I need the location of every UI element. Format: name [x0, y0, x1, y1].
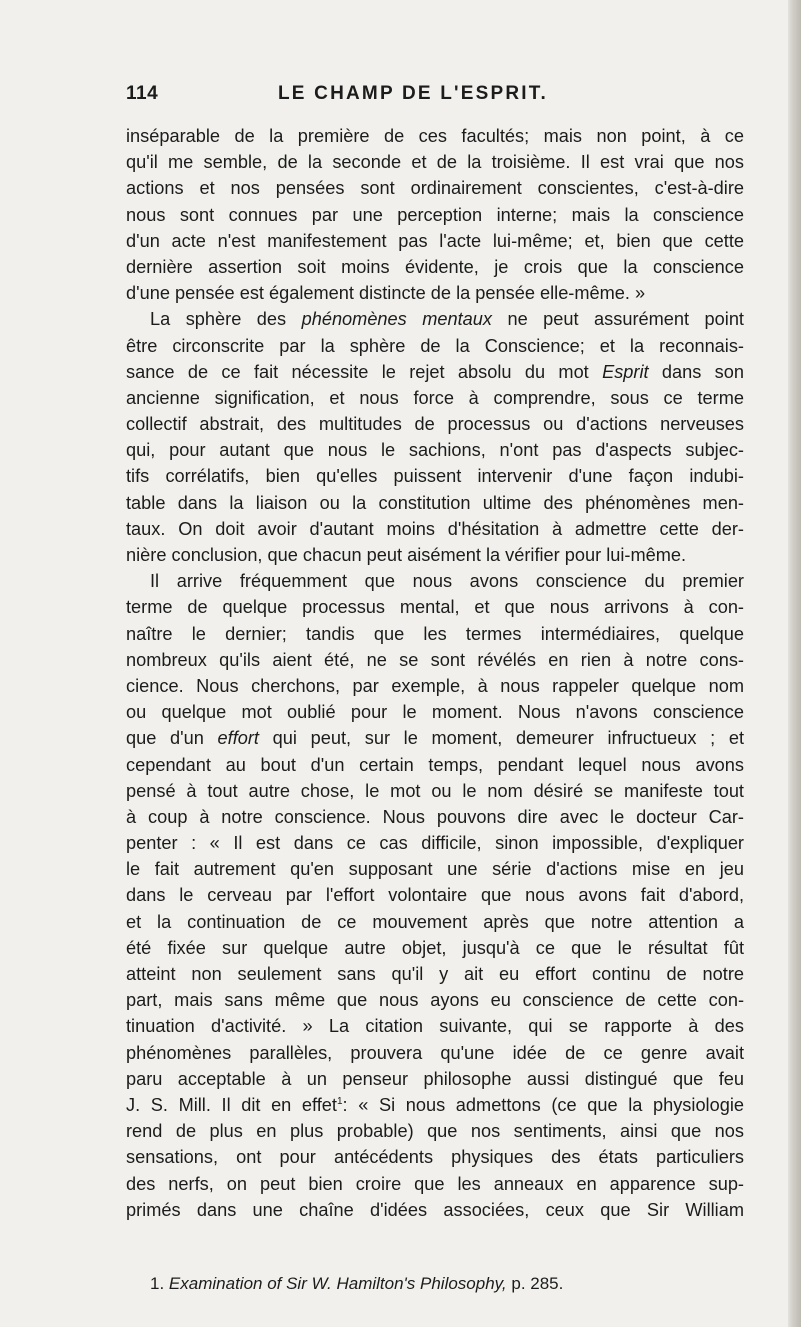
text-line: pensé à tout autre chose, le mot ou le nom désiré se manifeste tout	[126, 780, 744, 801]
text-line: tifs corrélatifs, bien qu'elles puissent intervenir d'une façon indubi-	[126, 466, 744, 487]
text-line: tinuation d'activité. » La citation suivante, qui se rapporte à des	[126, 1016, 744, 1037]
text-line: ancienne signification, et nous force à comprendre, sous ce terme	[126, 387, 744, 408]
text-line: dernière assertion soit moins évidente, je crois que la conscience	[126, 256, 744, 277]
body-text	[126, 123, 744, 1223]
text-line: cience. Nous cherchons, par exemple, à nous rappeler quelque nom	[126, 675, 744, 696]
text-line: nière conclusion, que chacun peut aisément la vérifier pour lui-même.	[126, 545, 687, 565]
footnote-title: Examination of Sir W. Hamilton's Philosophy,	[168, 1274, 507, 1293]
text-line: phénomènes parallèles, prouvera qu'une idée de ce genre avait	[126, 1042, 744, 1063]
running-title: LE CHAMP DE L'ESPRIT.	[278, 83, 548, 104]
text-line: actions et nos pensées sont ordinairement conscientes, c'est-à-dire	[126, 178, 744, 199]
text-line: naître le dernier; tandis que les termes intermédiaires, quelque	[126, 623, 744, 644]
text-line: collectif abstrait, des multitudes de processus ou d'actions nerveuses	[126, 414, 744, 435]
text-line: J. S. Mill. Il dit en effet$^1$: « Si nous admettons (ce que la physiologie	[126, 1094, 744, 1115]
text-line: qu'il me semble, de la seconde et de la troisième. Il est vrai que nos	[126, 152, 744, 173]
text-line: primés dans une chaîne d'idées associées, ceux que Sir William	[126, 1199, 744, 1220]
page-header	[126, 83, 744, 113]
italic-term: phénomènes mentaux	[301, 309, 492, 330]
text-line: d'un acte n'est manifestement pas l'acte lui-même; et, bien que cette	[126, 230, 744, 251]
italic-term: Esprit	[602, 361, 649, 382]
text-line: être circonscrite par la sphère de la Conscience; et la reconnais-	[126, 335, 744, 356]
text-line: rend de plus en plus probable) que nos sentiments, ainsi que nos	[126, 1121, 744, 1142]
text-line: qui, pour autant que nous le sachions, n'ont pas d'aspects subjec-	[126, 440, 744, 461]
italic-term: effort	[217, 728, 259, 749]
text-line: cependant au bout d'un certain temps, pendant lequel nous avons	[126, 754, 744, 775]
page-number: 114	[126, 83, 159, 104]
text-line: atteint non seulement sans qu'il y ait eu effort continu de notre	[126, 964, 744, 984]
text-line: été fixée sur quelque autre objet, jusqu'à ce que le résultat fût	[126, 937, 744, 958]
text-line: table dans la liaison ou la constitution ultime des phénomènes men-	[126, 492, 744, 513]
text-line: que d'un effort qui peut, sur le moment, demeurer infructueux ; et	[126, 728, 744, 749]
text-line: ou quelque mot oublié pour le moment. Nous n'avons conscience	[126, 702, 744, 723]
text-line: le fait autrement qu'en supposant une série d'actions mise en jeu	[126, 859, 744, 880]
text-line: dans le cerveau par l'effort volontaire que nous avons fait d'abord,	[126, 885, 744, 906]
text-line: part, mais sans même que nous ayons eu conscience de cette con-	[126, 990, 744, 1011]
footnote-page-ref: p. 285.	[511, 1274, 564, 1293]
text-line: Il arrive fréquemment que nous avons conscience du premier	[150, 571, 744, 592]
text-line: des nerfs, on peut bien croire que les anneaux en apparence sup-	[126, 1173, 744, 1194]
text-line: inséparable de la première de ces facultés; mais non point, à ce	[126, 126, 744, 146]
text-line: sance de ce fait nécessite le rejet absolu du mot Esprit dans son	[126, 361, 745, 382]
text-line: La sphère des phénomènes mentaux ne peut assurément point	[150, 309, 744, 330]
text-line: sensations, ont pour antécédents physiques des états particuliers	[126, 1147, 744, 1168]
page-edge	[788, 0, 801, 1327]
text-line: taux. On doit avoir d'autant moins d'hésitation à admettre cette der-	[126, 518, 744, 539]
footnote-number: 1.	[150, 1274, 165, 1293]
text-line: à coup à notre conscience. Nous pouvons dire avec le docteur Car-	[126, 806, 744, 827]
text-line: paru acceptable à un penseur philosophe aussi distingué que feu	[126, 1068, 744, 1089]
text-line: nombreux qu'ils aient été, ne se sont révélés en rien à notre cons-	[126, 649, 744, 670]
text-line: et la continuation de ce mouvement après que notre attention a	[126, 911, 744, 932]
text-line: d'une pensée est également distincte de la pensée elle-même. »	[126, 283, 646, 304]
footnote	[150, 1274, 744, 1294]
text-line: nous sont connues par une perception interne; mais la conscience	[126, 204, 744, 225]
text-line: penter : « Il est dans ce cas difficile, sinon impossible, d'expliquer	[126, 833, 744, 854]
text-line: terme de quelque processus mental, et que nous arrivons à con-	[126, 597, 744, 618]
footnote-marker: 1	[336, 1095, 343, 1107]
